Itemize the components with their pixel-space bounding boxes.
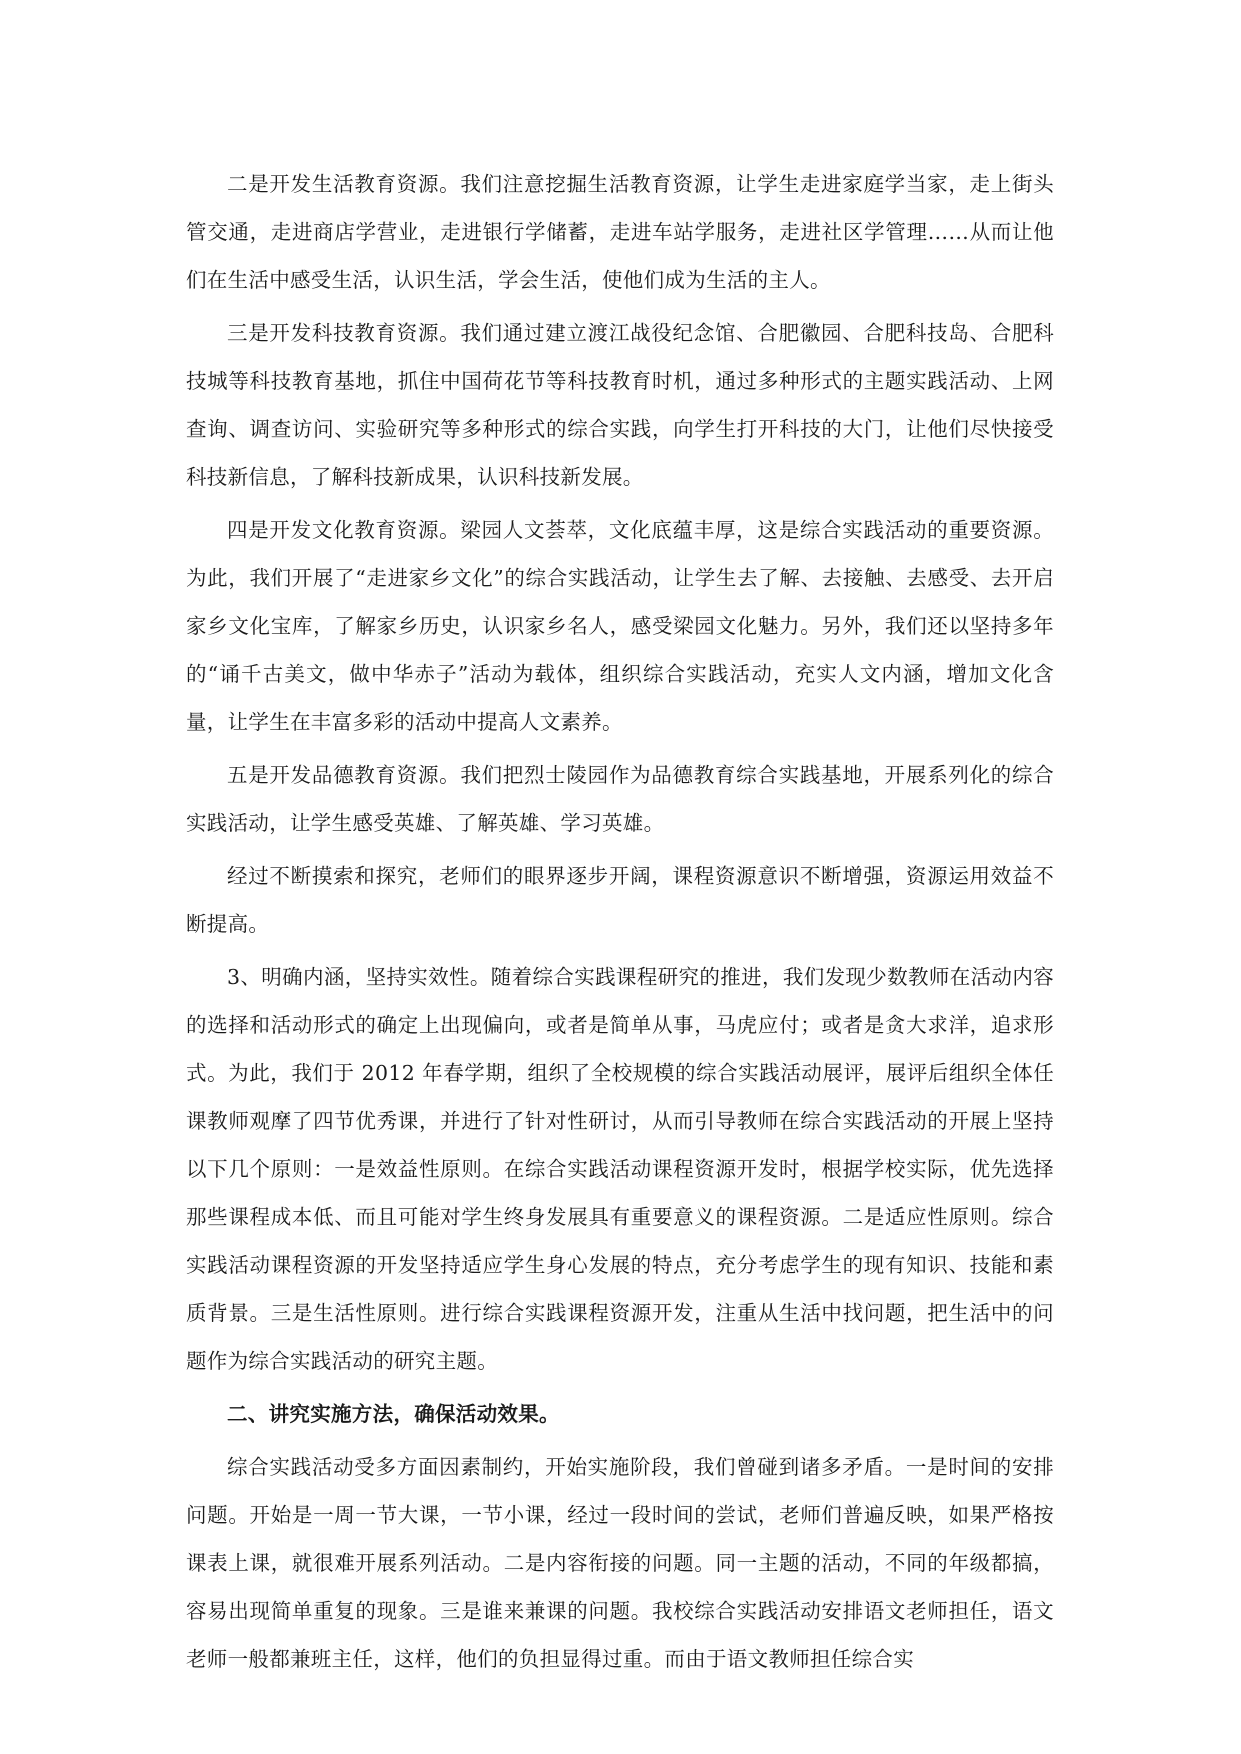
section-heading: 二、讲究实施方法，确保活动效果。 (227, 1402, 560, 1426)
paragraph-culture-resources: 四是开发文化教育资源。梁园人文荟萃，文化底蕴丰厚，这是综合实践活动的重要资源。为此，我们开展了“走进家乡文化”的综合实践活动，让学生去了解、去接触、去感受、去开启家乡文化宝库，了解家乡历史，认识家乡名人，感受梁园文化魅力。另外，我们还以坚持多年的“诵千古美文，做中华赤子”活动为载体，组织综合实践活动，充实人文内涵，增加文化含量，让学生在丰富多彩的活动中提高人文素养。 (186, 518, 1054, 734)
paragraph-effectiveness: 3、明确内涵，坚持实效性。随着综合实践课程研究的推进，我们发现少数教师在活动内容的选择和活动形式的确定上出现偏向，或者是简单从事，马虎应付；或者是贪大求洋，追求形式。为此，我们于 2012 年春学期，组织了全校规模的综合实践活动展评，展评后组织全体任课教师观摩了四节优秀课，并进行了针对性研讨，从而引导教师在综合实践活动的开展上坚持以下几个原则：一是效益性原则。在综合实践活动课程资源开发时，根据学校实际，优先选择那些课程成本低、而且可能对学生终身发展具有重要意义的课程资源。二是适应性原则。综合实践活动课程资源的开发坚持适应学生身心发展的特点，充分考虑学生的现有知识、技能和素质背景。三是生活性原则。进行综合实践课程资源开发，注重从生活中找问题，把生活中的问题作为综合实践活动的研究主题。 (186, 965, 1054, 1373)
paragraph-life-resources: 二是开发生活教育资源。我们注意挖掘生活教育资源，让学生走进家庭学当家，走上街头管交通，走进商店学营业，走进银行学储蓄，走进车站学服务，走进社区学管理……从而让他们在生活中感受生活，认识生活，学会生活，使他们成为生活的主人。 (186, 172, 1054, 292)
document-page (186, 160, 1054, 1688)
paragraph-tech-resources: 三是开发科技教育资源。我们通过建立渡江战役纪念馆、合肥徽园、合肥科技岛、合肥科技城等科技教育基地，抓住中国荷花节等科技教育时机，通过多种形式的主题实践活动、上网查询、调查访问、实验研究等多种形式的综合实践，向学生打开科技的大门，让他们尽快接受科技新信息，了解科技新成果，认识科技新发展。 (186, 321, 1054, 489)
paragraph-summary: 经过不断摸索和探究，老师们的眼界逐步开阔，课程资源意识不断增强，资源运用效益不断提高。 (186, 864, 1054, 936)
paragraph-moral-resources: 五是开发品德教育资源。我们把烈士陵园作为品德教育综合实践基地，开展系列化的综合实践活动，让学生感受英雄、了解英雄、学习英雄。 (186, 763, 1054, 835)
paragraph-implementation: 综合实践活动受多方面因素制约，开始实施阶段，我们曾碰到诸多矛盾。一是时间的安排问题。开始是一周一节大课，一节小课，经过一段时间的尝试，老师们普遍反映，如果严格按课表上课，就很难开展系列活动。二是内容衔接的问题。同一主题的活动，不同的年级都搞，容易出现简单重复的现象。三是谁来兼课的问题。我校综合实践活动安排语文老师担任，语文老师一般都兼班主任，这样，他们的负担显得过重。而由于语文教师担任综合实 (186, 1455, 1054, 1671)
